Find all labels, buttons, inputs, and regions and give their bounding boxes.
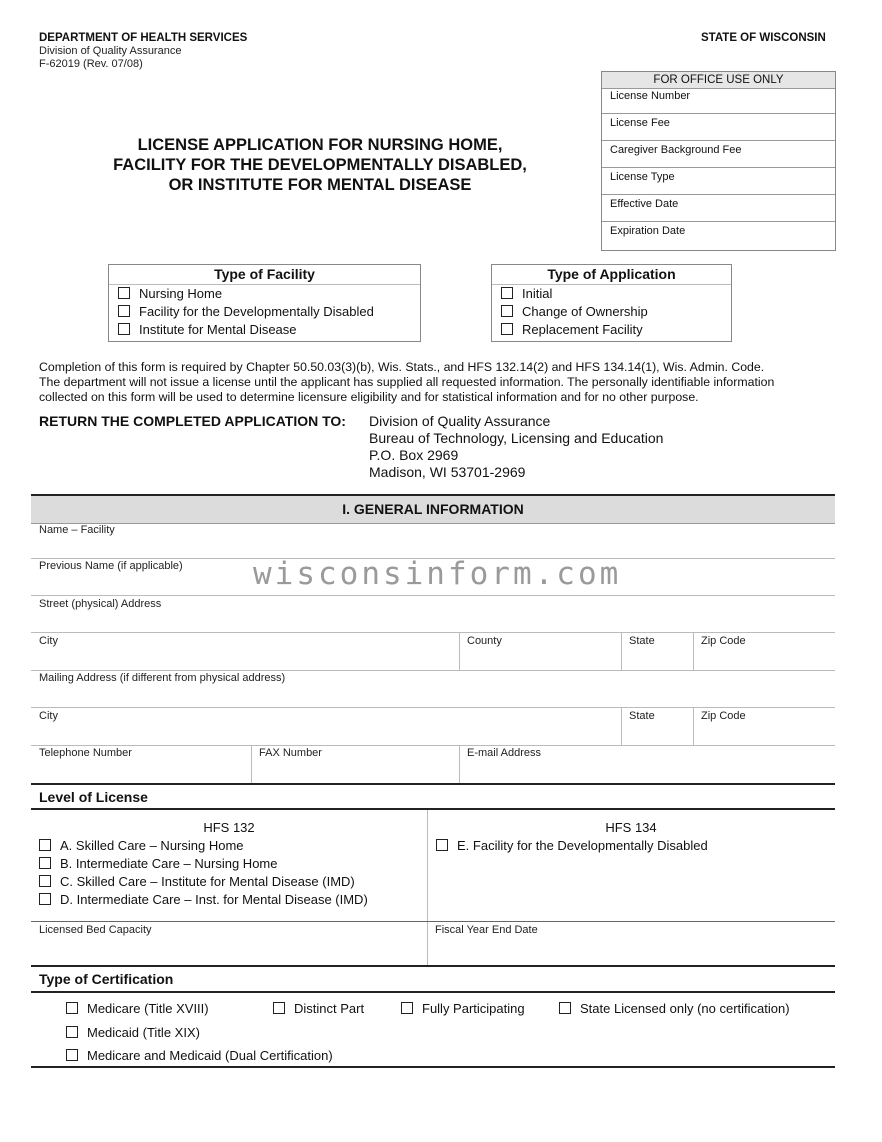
checkbox[interactable] [39,893,51,905]
checkbox[interactable] [501,305,513,317]
divider [459,745,460,783]
state-field[interactable]: State [629,635,655,647]
checkbox[interactable] [39,857,51,869]
checkbox[interactable] [66,1049,78,1061]
cert-state-licensed-only[interactable]: State Licensed only (no certification) [559,1001,790,1016]
cert-dual[interactable]: Medicare and Medicaid (Dual Certification) [66,1048,333,1063]
checkbox[interactable] [118,323,130,335]
level-options-hfs132 [39,837,368,909]
facility-type-box [108,264,421,342]
cert-fully-participating[interactable]: Fully Participating [401,1001,525,1016]
level-of-license-heading: Level of License [39,789,148,805]
checkbox[interactable] [39,839,51,851]
checkbox[interactable] [118,287,130,299]
return-address: Division of Quality Assurance Bureau of Technology, Licensing and Education P.O. Box 2969 Madison, WI 53701-2969 [369,413,664,480]
checkbox[interactable] [66,1002,78,1014]
divider [693,707,694,745]
divider [251,745,252,783]
return-label: RETURN THE COMPLETED APPLICATION TO: [39,413,346,429]
title-line-2: FACILITY FOR THE DEVELOPMENTALLY DISABLED, [113,156,527,174]
notice-paragraph: Completion of this form is required by Chapter 50.50.03(3)(b), Wis. Stats., and HFS 132.14(2) and HFS 134.14(1), Wis. Admin. Code. The department will not issue a license until the applicant has supplied all requested information. The personally identifiable information collected on this form will be used to determine licensure eligibility and for statistical information and for no other purpose. [39,360,775,404]
city-field[interactable]: City [39,635,58,647]
facility-name-field[interactable]: Name – Facility [39,524,115,536]
form-title [40,135,600,195]
divider [31,921,835,922]
checkbox[interactable] [501,323,513,335]
divider [621,707,622,745]
office-caregiver-fee[interactable]: Caregiver Background Fee [602,142,835,168]
divider [459,632,460,670]
office-effective-date[interactable]: Effective Date [602,196,835,222]
hfs-134-heading: HFS 134 [605,820,657,835]
mailing-city-field[interactable]: City [39,710,58,722]
title-line-1: LICENSE APPLICATION FOR NURSING HOME, [137,136,503,154]
previous-name-field[interactable]: Previous Name (if applicable) [39,560,183,572]
office-license-fee[interactable]: License Fee [602,115,835,141]
division-name: Division of Quality Assurance [39,45,182,57]
checkbox[interactable] [66,1026,78,1038]
zip-field[interactable]: Zip Code [701,635,746,647]
department-name: DEPARTMENT OF HEALTH SERVICES [39,32,248,44]
bed-capacity-field[interactable]: Licensed Bed Capacity [39,924,152,936]
fax-field[interactable]: FAX Number [259,747,322,759]
checkbox[interactable] [436,839,448,851]
facility-option-nursing-home[interactable]: Nursing Home [109,285,420,303]
hfs-132-heading: HFS 132 [203,820,255,835]
cert-distinct-part[interactable]: Distinct Part [273,1001,364,1016]
application-option-initial[interactable]: Initial [492,285,731,303]
facility-type-heading: Type of Facility [109,265,420,285]
title-line-3: OR INSTITUTE FOR MENTAL DISEASE [168,176,472,194]
office-license-number[interactable]: License Number [602,88,835,114]
certification-heading: Type of Certification [39,971,174,987]
level-option-e[interactable]: E. Facility for the Developmentally Disabled [436,837,708,855]
divider [621,632,622,670]
checkbox[interactable] [39,875,51,887]
checkbox[interactable] [559,1002,571,1014]
application-type-box [491,264,732,342]
office-license-type[interactable]: License Type [602,169,835,195]
level-option-a[interactable]: A. Skilled Care – Nursing Home [39,837,368,855]
checkbox[interactable] [273,1002,285,1014]
office-use-heading: FOR OFFICE USE ONLY [602,72,835,89]
mailing-state-field[interactable]: State [629,710,655,722]
checkbox[interactable] [118,305,130,317]
cert-medicare[interactable]: Medicare (Title XVIII) [66,1001,209,1016]
cert-medicaid[interactable]: Medicaid (Title XIX) [66,1025,200,1040]
street-address-field[interactable]: Street (physical) Address [39,598,162,610]
divider [31,745,835,746]
divider [31,965,835,967]
telephone-field[interactable]: Telephone Number [39,747,132,759]
email-field[interactable]: E-mail Address [467,747,541,759]
mailing-address-field[interactable]: Mailing Address (if different from physical address) [39,672,286,684]
divider [31,595,835,596]
checkbox[interactable] [401,1002,413,1014]
fiscal-year-end-field[interactable]: Fiscal Year End Date [435,924,538,936]
state-name: STATE OF WISCONSIN [701,32,826,44]
divider [31,1066,835,1068]
application-option-replacement[interactable]: Replacement Facility [492,321,731,339]
watermark: wisconsinform.com [253,556,622,592]
divider [31,670,835,671]
divider [31,991,835,993]
level-option-c[interactable]: C. Skilled Care – Institute for Mental Disease (IMD) [39,873,368,891]
facility-option-imd[interactable]: Institute for Mental Disease [109,321,420,339]
divider [31,707,835,708]
facility-option-dev-disabled[interactable]: Facility for the Developmentally Disabled [109,303,420,321]
checkbox[interactable] [501,287,513,299]
divider [693,632,694,670]
divider [31,632,835,633]
level-option-d[interactable]: D. Intermediate Care – Inst. for Mental Disease (IMD) [39,891,368,909]
divider [31,808,835,810]
level-options-hfs134 [436,837,708,855]
form-number: F-62019 (Rev. 07/08) [39,58,143,70]
application-option-change-ownership[interactable]: Change of Ownership [492,303,731,321]
county-field[interactable]: County [467,635,502,647]
level-option-b[interactable]: B. Intermediate Care – Nursing Home [39,855,368,873]
divider [31,783,835,785]
application-type-heading: Type of Application [492,265,731,285]
general-info-heading: I. GENERAL INFORMATION [31,494,835,524]
office-expiration-date[interactable]: Expiration Date [610,225,686,237]
mailing-zip-field[interactable]: Zip Code [701,710,746,722]
